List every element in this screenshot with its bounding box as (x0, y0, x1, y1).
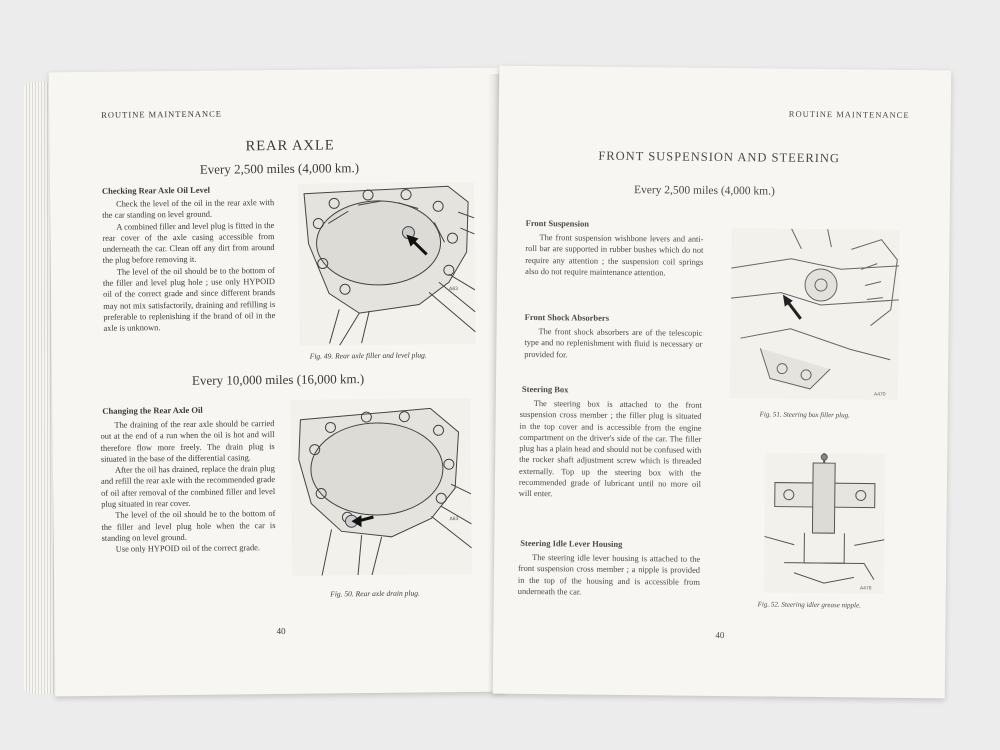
subheading: Front Shock Absorbers (524, 311, 610, 323)
paragraph: The front shock absorbers are of the telescopic type and no replenishment with fluid is necessary or provided for. (524, 327, 703, 359)
figure-code: A470 (873, 391, 886, 398)
text-block (518, 552, 700, 599)
interval-heading: Every 10,000 miles (16,000 km.) (191, 371, 365, 388)
paragraph: The steering box is attached to the front suspension cross member ; the filler plug is situated in the top cover and is accessible from the engine compartment on the driver's side of the car. The filler plug has a plain head and should not be confused with the rocker shaft adjustment screw which is threaded externally. Top up the steering box with the recommended grade of lubricant until no more oil will enter. (518, 399, 702, 499)
paragraph: Check the level of the oil in the rear axle with the car standing on level ground. (102, 198, 275, 221)
figure-50-rear-axle-drain-plug (290, 398, 472, 576)
section-title: REAR AXLE (245, 137, 335, 155)
subheading: Steering Idle Lever Housing (520, 537, 623, 549)
paragraph: The draining of the rear axle should be carried out at the end of a run when the oil is hot and will therefore flow more freely. The drain plug is situated in the base of the differential casing. (100, 419, 275, 464)
figure-caption: Fig. 49. Rear axle filler and level plug. (309, 350, 427, 361)
paragraph: After the oil has drained, replace the drain plug and refill the rear axle with the recommended grade of oil after removal of the combined filler and level plug situated in rear cover. (100, 464, 276, 509)
paragraph: The front suspension wishbone levers and anti-roll bar are supported in rubber bushes which do not require any attention ; the suspension coil springs also do not require maintenance attention. (525, 233, 704, 278)
subheading: Front Suspension (525, 217, 590, 229)
text-block (525, 232, 703, 279)
text-block (519, 398, 702, 502)
paragraph: The steering idle lever housing is attached to the front suspension cross member ; a nipple is provided in the top of the housing and is accessible from underneath the car. (517, 553, 701, 597)
figure-caption: Fig. 51. Steering box filler plug. (759, 410, 850, 420)
figure-code: A63 (449, 516, 459, 523)
text-block (100, 418, 275, 555)
figure-51-steering-box-filler-plug (730, 228, 900, 400)
subheading: Steering Box (521, 383, 569, 395)
section-title: FRONT SUSPENSION AND STEERING (598, 148, 841, 166)
page-number: 40 (715, 629, 725, 641)
subheading: Checking Rear Axle Oil Level (101, 184, 211, 196)
illustration (290, 398, 472, 576)
text-block (102, 197, 275, 334)
illustration (730, 228, 900, 400)
interval-heading: Every 2,500 miles (4,000 km.) (199, 160, 360, 177)
figure-code: A476 (859, 585, 872, 592)
figure-code: A63 (449, 286, 458, 293)
figure-52-steering-idler-grease-nipple (764, 452, 885, 593)
figure-caption: Fig. 52. Steering idler grease nipple. (757, 600, 861, 610)
page-number: 40 (276, 625, 286, 637)
paragraph: The level of the oil should be to the bottom of the filler and level plug hole ; use only HYPOID oil of the correct grade and since different brands may not mix satisfactorily, draining and refilling is preferable to replenishing if the brand of oil in the axle is unknown. (102, 265, 276, 334)
illustration (298, 182, 476, 346)
left-page (49, 68, 506, 697)
interval-heading: Every 2,500 miles (4,000 km.) (633, 184, 775, 198)
running-head: ROUTINE MAINTENANCE (788, 108, 910, 120)
illustration (764, 452, 885, 593)
figure-49-rear-axle-filler-plug (298, 182, 476, 346)
figure-caption: Fig. 50. Rear axle drain plug. (330, 588, 420, 599)
right-page (493, 66, 952, 699)
subheading: Changing the Rear Axle Oil (102, 404, 203, 416)
paragraph: The level of the oil should be to the bottom of the filler and level plug hole when the car is standing on level ground. (101, 509, 276, 543)
running-head: ROUTINE MAINTENANCE (101, 108, 223, 120)
paragraph: Use only HYPOID oil of the correct grade. (115, 543, 260, 554)
paragraph: A combined filler and level plug is fitted in the rear cover of the axle casing accessible from underneath the car. Clean off any dirt from around the plug before removing it. (102, 220, 275, 266)
text-block (524, 326, 702, 362)
